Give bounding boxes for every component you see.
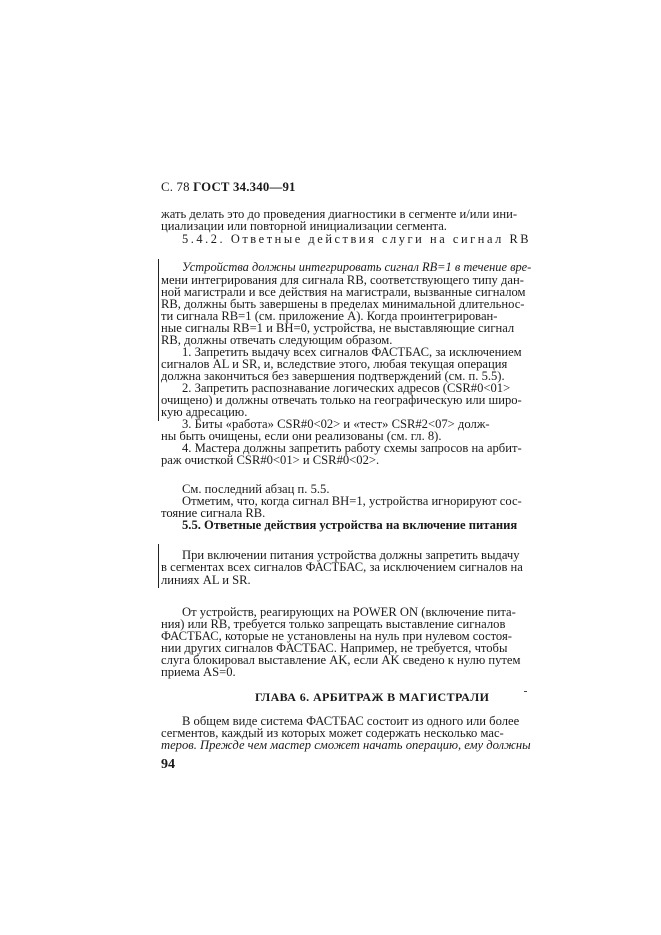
list-item: 4. Мастера должны запретить работу схемы запросов на арбит- [182, 441, 522, 455]
text-line: ти сигнала RB=1 (см. приложение А). Когда проинтегрирован- [161, 309, 498, 323]
text-line: приема AS=0. [161, 665, 236, 679]
text-line: должна закончиться без завершения подтверждений (см. п. 5.5). [161, 369, 505, 383]
chapter-heading: ГЛАВА 6. АРБИТРАЖ В МАГИСТРАЛИ [255, 690, 490, 704]
text-line: ны быть очищены, если они реализованы (см. гл. 8). [161, 429, 442, 443]
text-line: Отметим, что, когда сигнал BH=1, устройства игнорируют сос- [182, 494, 522, 508]
margin-bar [158, 259, 159, 421]
text-line: ной магистрали и все действия на магистрали, вызванные сигналом [161, 285, 526, 299]
margin-mark [524, 691, 527, 692]
text-line: сигналов AL и SR, и, вследствие этого, любая текущая операция [161, 357, 508, 371]
text-line: нии других сигналов ФАСТБАС. Например, не требуется, чтобы [161, 641, 508, 655]
list-item: 1. Запретить выдачу всех сигналов ФАСТБАС, за исключением [182, 345, 522, 359]
header-standard: ГОСТ 34.340—91 [193, 180, 296, 194]
text-line: сегментов, каждый из которых может содержать несколько мас- [161, 726, 504, 740]
page-header [161, 180, 296, 195]
text-line: Устройства должны интегрировать сигнал RB=1 в течение вре- [182, 260, 532, 274]
text-line: жать делать это до проведения диагностики в сегменте и/или ини- [161, 207, 518, 221]
text-line: тояние сигнала RB. [161, 506, 266, 520]
section-heading: 5.5. Ответные действия устройства на включение питания [182, 518, 518, 532]
text-line: очищено) и должны отвечать только на географическую или широ- [161, 393, 522, 407]
text-line: мени интегрирования для сигнала RB, соответствующего типу дан- [161, 273, 524, 287]
text-line: При включении питания устройства должны запретить выдачу [182, 548, 520, 562]
text-line: RB, должны быть завершены в пределах минимальной длительнос- [161, 297, 525, 311]
page-number: 94 [161, 757, 175, 772]
text-line: ния) или RB, требуется только запрещать выставление сигналов [161, 617, 506, 631]
text-line: ные сигналы RB=1 и BH=0, устройства, не выставляющие сигнал [161, 321, 515, 335]
list-item: 3. Биты «работа» CSR#0<02> и «тест» CSR#2<07> долж- [182, 417, 490, 431]
text-line: В общем виде система ФАСТБАС состоит из одного или более [182, 714, 520, 728]
text-line: ФАСТБАС, которые не установлены на нуль при нулевом состоя- [161, 629, 512, 643]
text-line: в сегментах всех сигналов ФАСТБАС, за исключением сигналов на [161, 560, 523, 574]
text-line: От устройств, реагирующих на POWER ON (включение пита- [182, 605, 516, 619]
text-line: раж очисткой CSR#0<01> и CSR#0<02>. [161, 453, 380, 467]
text-line: См. последний абзац п. 5.5. [182, 482, 330, 496]
text-line: кую адресацию. [161, 405, 248, 419]
margin-bar [158, 544, 159, 588]
section-heading: 5.4.2. Ответные действия слуги на сигнал RB [182, 232, 532, 246]
text-line: циализации или повторной инициализации сегмента. [161, 219, 447, 233]
text-line: линиях AL и SR. [161, 573, 251, 587]
list-item: 2. Запретить распознавание логических адресов (CSR#0<01> [182, 381, 511, 395]
text-line: слуга блокировал выставление AK, если AK сведено к нулю путем [161, 653, 521, 667]
text-line: RB, должны отвечать следующим образом. [161, 333, 393, 347]
header-page-prefix: С. 78 [161, 180, 190, 194]
text-line: теров. Прежде чем мастер сможет начать операцию, ему должны [161, 738, 531, 752]
